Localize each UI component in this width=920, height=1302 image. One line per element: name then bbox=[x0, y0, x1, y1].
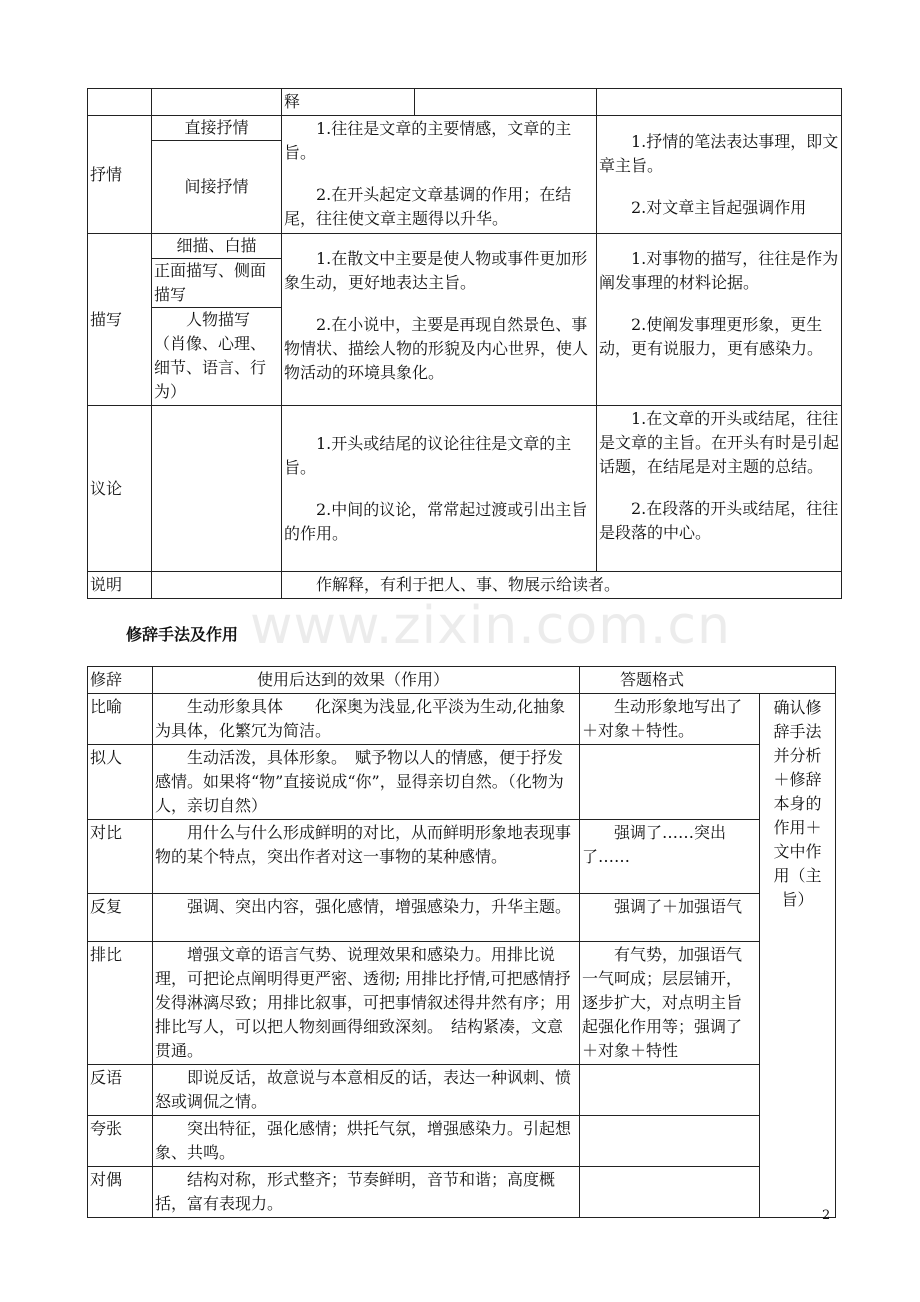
table-row bbox=[88, 1167, 836, 1218]
answer-format bbox=[580, 1167, 760, 1218]
effect-cell bbox=[282, 234, 597, 406]
method-cell bbox=[152, 234, 282, 406]
table-cell bbox=[152, 89, 282, 116]
method-cell bbox=[152, 572, 282, 599]
column-header: 修辞 bbox=[88, 667, 153, 694]
effect-item: 2.在小说中，主要是再现自然景色、事物情状、描绘人物的形貌及内心世界，使人物活动的环境具象化。 bbox=[284, 315, 589, 382]
effect-cell bbox=[282, 116, 597, 234]
method-item: 正面描写、侧面描写 bbox=[152, 259, 281, 308]
answer-format bbox=[580, 1065, 760, 1116]
rhetoric-effect: 用什么与什么形成鲜明的对比，从而鲜明形象地表现事物的某个特点，突出作者对这一事物的某种感情。 bbox=[153, 820, 580, 894]
method-cell bbox=[152, 116, 282, 234]
table-row bbox=[88, 572, 842, 599]
rhetoric-effect: 增强文章的语言气势、说理效果和感染力。用排比说理，可把论点阐明得更严密、透彻; 用排比抒情,可把感情抒发得淋漓尽致；用排比叙事，可把事情叙述得井然有序；用排比写人，可以把人物刻画得细致深刻。 结构紧凑，文意贯通。 bbox=[153, 942, 580, 1065]
method-item: 间接抒情 bbox=[184, 177, 249, 196]
side-note-cell bbox=[760, 694, 836, 1218]
rhetoric-effect: 生动活泼，具体形象。 赋予物以人的情感，便于抒发感情。如果将“物”直接说成“你”，显得亲切自然。（化物为人，亲切自然） bbox=[153, 745, 580, 820]
table-row bbox=[88, 234, 842, 406]
table-row bbox=[88, 745, 836, 820]
reason-item: 2.对文章主旨起强调作用 bbox=[631, 197, 807, 217]
rhetoric-name: 对比 bbox=[88, 820, 153, 894]
method-item: 人物描写（肖像、心理、细节、语言、行为） bbox=[154, 310, 267, 401]
effect-item: 2.中间的议论，常常起过渡或引出主旨的作用。 bbox=[284, 499, 588, 543]
table-cell bbox=[597, 89, 842, 116]
reason-cell bbox=[597, 116, 842, 234]
rhetoric-effect: 突出特征，强化感情；烘托气氛，增强感染力。引起想象、共鸣。 bbox=[153, 1116, 580, 1167]
table-header-row bbox=[88, 667, 836, 694]
table-row bbox=[88, 694, 836, 745]
answer-format bbox=[580, 745, 760, 820]
table-row bbox=[88, 1116, 836, 1167]
rhetoric-effect: 结构对称，形式整齐；节奏鲜明，音节和谐；高度概括，富有表现力。 bbox=[153, 1167, 580, 1218]
rhetoric-name: 拟人 bbox=[88, 745, 153, 820]
description-cell: 作解释，有利于把人、事、物展示给读者。 bbox=[282, 572, 842, 599]
table-cell bbox=[415, 89, 597, 116]
table-row bbox=[88, 406, 842, 572]
page-number: 2 bbox=[822, 1208, 831, 1223]
effect-item: 1.往往是文章的主要情感，文章的主旨。 bbox=[284, 119, 572, 162]
reason-item: 1.在文章的开头或结尾，往往是文章的主旨。在开头有时是引起话题，在结尾是对主题的总结。 bbox=[599, 409, 840, 476]
rhetoric-name: 比喻 bbox=[88, 694, 153, 745]
table-row bbox=[88, 1065, 836, 1116]
table-cell bbox=[88, 89, 152, 116]
answer-format: 生动形象地写出了＋对象＋特性。 bbox=[580, 694, 760, 745]
rhetoric-name: 排比 bbox=[88, 942, 153, 1065]
method-item: 直接抒情 bbox=[152, 116, 281, 141]
method-item: 细描、白描 bbox=[152, 234, 281, 259]
column-header: 答题格式 bbox=[580, 667, 836, 694]
table-row bbox=[88, 942, 836, 1065]
reason-item: 1.对事物的描写，往往是作为阐发事理的材料论据。 bbox=[599, 249, 839, 292]
section-title: 修辞手法及作用 bbox=[126, 625, 239, 644]
table-row bbox=[88, 116, 842, 234]
method-cell bbox=[152, 406, 282, 572]
table-row bbox=[88, 820, 836, 894]
side-note: 确认修辞手法并分析＋修辞本身的作用＋文中作用（主旨） bbox=[773, 698, 822, 909]
rhetoric-name: 反语 bbox=[88, 1065, 153, 1116]
column-header: 使用后达到的效果（作用） bbox=[153, 667, 580, 694]
table-row bbox=[88, 89, 842, 116]
row-label: 抒情 bbox=[88, 116, 152, 234]
rhetoric-name: 反复 bbox=[88, 894, 153, 942]
rhetoric-effect: 生动形象具体 化深奥为浅显,化平淡为生动,化抽象为具体，化繁冗为简洁。 bbox=[153, 694, 580, 745]
reason-cell bbox=[597, 234, 842, 406]
answer-format: 强调了＋加强语气 bbox=[580, 894, 760, 942]
answer-format bbox=[580, 1116, 760, 1167]
answer-format: 强调了……突出了…… bbox=[580, 820, 760, 894]
reason-item: 2.使阐发事理更形象，更生动，更有说服力，更有感染力。 bbox=[599, 315, 824, 358]
answer-format: 有气势，加强语气一气呵成；层层铺开，逐步扩大，对点明主旨起强化作用等；强调了＋对象＋特性 bbox=[580, 942, 760, 1065]
rhetoric-name: 夸张 bbox=[88, 1116, 153, 1167]
rhetoric-name: 对偶 bbox=[88, 1167, 153, 1218]
rhetoric-table bbox=[87, 666, 836, 1218]
rhetoric-effect: 强调、突出内容，强化感情，增强感染力，升华主题。 bbox=[153, 894, 580, 942]
row-label: 议论 bbox=[88, 406, 152, 572]
effect-item: 1.开头或结尾的议论往往是文章的主旨。 bbox=[284, 433, 572, 477]
rhetoric-effect: 即说反话，故意说与本意相反的话，表达一种讽刺、愤怒或调侃之情。 bbox=[153, 1065, 580, 1116]
effect-item: 1.在散文中主要是使人物或事件更加形象生动，更好地表达主旨。 bbox=[284, 249, 588, 292]
table-row bbox=[88, 894, 836, 942]
table-cell: 释 bbox=[282, 89, 415, 116]
effect-cell bbox=[282, 406, 597, 572]
reason-cell bbox=[597, 406, 842, 572]
watermark: www.zixin.com.cn bbox=[250, 596, 731, 656]
reason-item: 1.抒情的笔法表达事理，即文章主旨。 bbox=[599, 131, 839, 175]
reason-item: 2.在段落的开头或结尾，往往是段落的中心。 bbox=[599, 499, 839, 542]
expression-method-table bbox=[87, 88, 842, 599]
row-label: 说明 bbox=[88, 572, 152, 599]
effect-item: 2.在开头起定文章基调的作用；在结尾，往往使文章主题得以升华。 bbox=[284, 185, 572, 228]
row-label: 描写 bbox=[88, 234, 152, 406]
